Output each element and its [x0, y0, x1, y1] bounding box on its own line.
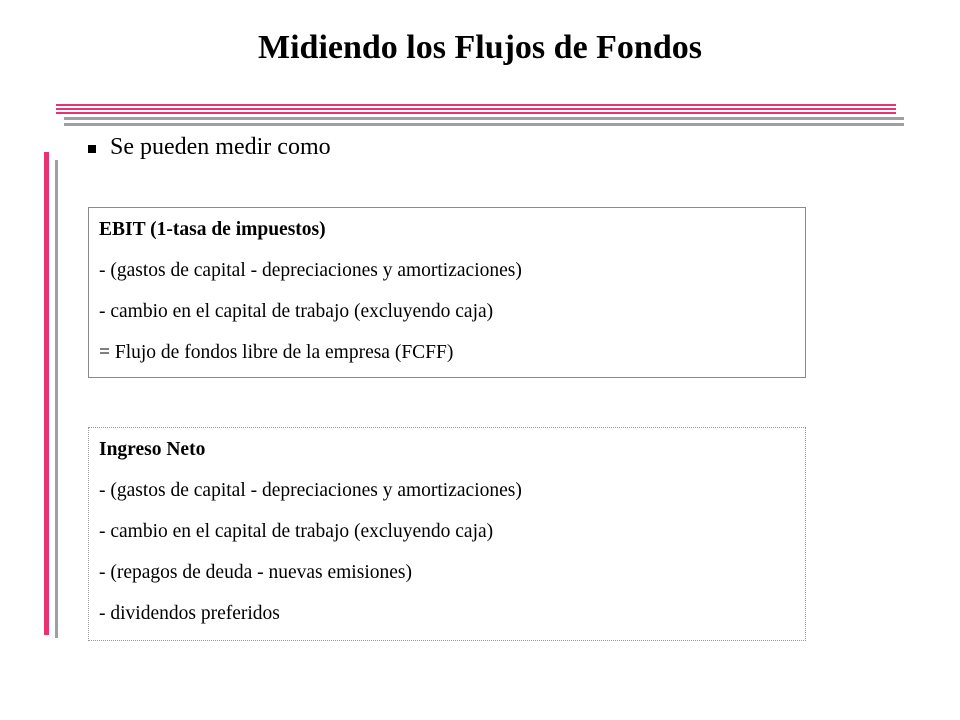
fcfe-line-working-capital: - cambio en el capital de trabajo (excluyendo caja): [99, 521, 494, 542]
fcfe-line-capex: - (gastos de capital - depreciaciones y amortizaciones): [99, 480, 522, 501]
fcff-line-capex: - (gastos de capital - depreciaciones y amortizaciones): [99, 260, 522, 281]
fcfe-line-net-income: Ingreso Neto: [99, 439, 206, 460]
decorative-vertical-rule-gray: [55, 160, 58, 638]
net-income-formula-box: [88, 427, 806, 641]
square-bullet-icon: [88, 145, 96, 153]
decorative-rule-gray: [64, 123, 904, 126]
decorative-rule-pink: [56, 104, 896, 106]
fcff-line-result: = Flujo de fondos libre de la empresa (FCFF): [99, 342, 454, 363]
decorative-vertical-rule-pink: [44, 152, 49, 635]
bullet-text: Se pueden medir como: [110, 134, 331, 160]
decorative-rule-pink: [56, 112, 896, 114]
decorative-rule-gray: [64, 117, 904, 120]
fcff-line-ebit: EBIT (1-tasa de impuestos): [99, 219, 326, 240]
slide-title: Midiendo los Flujos de Fondos: [258, 29, 702, 66]
fcfe-line-debt: - (repagos de deuda - nuevas emisiones): [99, 562, 412, 583]
decorative-rule-pink: [56, 108, 896, 110]
bullet-item: [88, 130, 331, 164]
fcff-formula-box: [88, 207, 806, 378]
fcff-line-working-capital: - cambio en el capital de trabajo (excluyendo caja): [99, 301, 494, 322]
fcfe-line-preferred-dividends: - dividendos preferidos: [99, 603, 280, 624]
